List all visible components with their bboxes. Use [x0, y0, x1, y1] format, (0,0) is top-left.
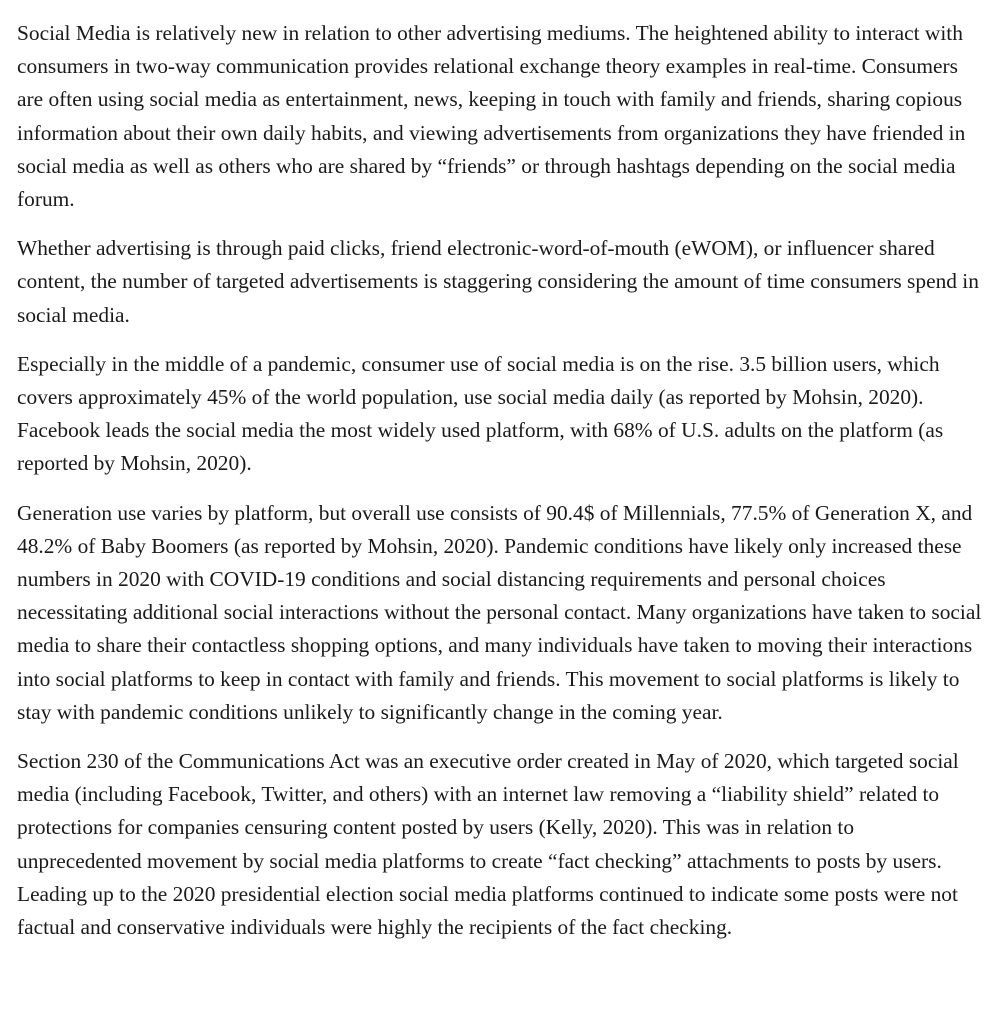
document-body: [17, 17, 983, 960]
paragraph-social-media-intro: Social Media is relatively new in relation to other advertising mediums. The heightened ability to interact with consumers in two-way communication provides relational exchange theory examples in real-time. Consumers are often using social media as entertainment, news, keeping in touch with family and friends, sharing copious information about their own daily habits, and viewing advertisements from organizations they have friended in social media as well as others who are shared by “friends” or through hashtags depending on the social media forum.: [17, 21, 966, 212]
paragraph-section-230: Section 230 of the Communications Act was an executive order created in May of 2020, which targeted social media (including Facebook, Twitter, and others) with an internet law removing a “liability shield” related to protections for companies censuring content posted by users (Kelly, 2020). This was in relation to unprecedented movement by social media platforms to create “fact checking” attachments to posts by users. Leading up to the 2020 presidential election social media platforms continued to indicate some posts were not factual and conservative individuals were highly the recipients of the fact checking.: [17, 749, 959, 940]
paragraph-pandemic-usage: Especially in the middle of a pandemic, consumer use of social media is on the rise. 3.5 billion users, which covers approximately 45% of the world population, use social media daily (as reported by Mohsin, 2020). Facebook leads the social media the most widely used platform, with 68% of U.S. adults on the platform (as reported by Mohsin, 2020).: [17, 351, 944, 476]
paragraph-generation-usage: Generation use varies by platform, but overall use consists of 90.4$ of Millennials, 77.5% of Generation X, and 48.2% of Baby Boomers (as reported by Mohsin, 2020). Pandemic conditions have likely only increased these numbers in 2020 with COVID-19 conditions and social distancing requirements and personal choices necessitating additional social interactions without the personal contact. Many organizations have taken to social media to share their contactless shopping options, and many individuals have taken to moving their interactions into social platforms to keep in contact with family and friends. This movement to social platforms is likely to stay with pandemic conditions unlikely to significantly change in the coming year.: [17, 500, 982, 724]
paragraph-advertising-types: Whether advertising is through paid clicks, friend electronic-word-of-mouth (eWOM), or influencer shared content, the number of targeted advertisements is staggering considering the amount of time consumers spend in social media.: [17, 236, 979, 327]
